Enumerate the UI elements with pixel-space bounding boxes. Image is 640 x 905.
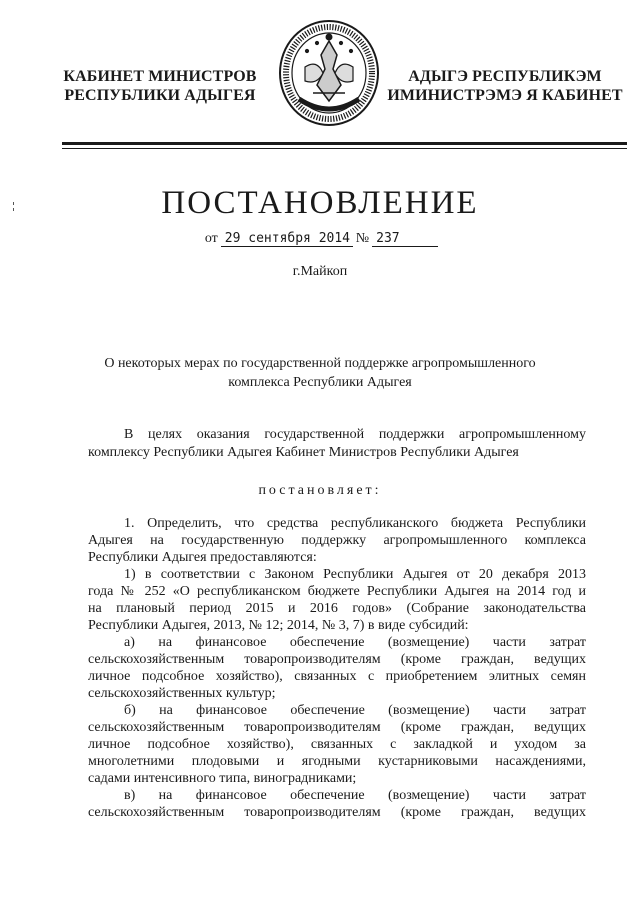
subject-line-2: комплекса Республики Адыгея (228, 375, 412, 390)
body-line-7: Республики Адыгея, 2013, № 12; 2014, № 3, 7) в виде субсидий: (88, 618, 469, 633)
body-line-9: сельскохозяйственным товаропроизводителям (кроме граждан, ведущих (88, 652, 586, 667)
body-line-14: личное подсобное хозяйство), связанных с закладкой и уходом за (88, 737, 586, 752)
preamble-line-2: комплексу Республики Адыгея Кабинет Министров Республики Адыгея (88, 445, 519, 460)
body-line-18: сельскохозяйственным товаропроизводителям (кроме граждан, ведущих (88, 805, 586, 820)
header-left-line-1: КАБИНЕТ МИНИСТРОВ (63, 68, 257, 85)
header-right-ady (380, 67, 630, 105)
date-number-line (0, 229, 640, 249)
header-rule-thin (62, 148, 627, 149)
resolves-heading: постановляет: (258, 483, 382, 498)
document-title: ПОСТАНОВЛЕНИЕ (161, 185, 479, 221)
subject-line-1: О некоторых мерах по государственной поддержке агропромышленного (104, 356, 536, 371)
header-right-line-2: ИМИНИСТРЭМЭ Я КАБИНЕТ (387, 87, 623, 104)
body-line-3: Республики Адыгея предоставляются: (88, 550, 317, 565)
body-line-13: сельскохозяйственным товаропроизводителям (кроме граждан, ведущих (88, 720, 586, 735)
body-line-12: б) на финансовое обеспечение (возмещение) части затрат (124, 703, 586, 718)
document-date: 29 сентября 2014 (221, 231, 353, 247)
number-prefix: № (355, 231, 370, 246)
body-line-5: года № 252 «О республиканском бюджете Республики Адыгея на 2014 год и (88, 584, 586, 599)
body-line-1: 1. Определить, что средства республиканского бюджета Республики (124, 516, 586, 531)
document-subject (0, 354, 640, 392)
body-line-8: а) на финансовое обеспечение (возмещение) части затрат (124, 635, 586, 650)
body-line-6: на плановый период 2015 и 2016 годов» (Собрание законодательства (88, 601, 586, 616)
date-prefix: от (204, 231, 218, 246)
coat-of-arms-emblem (277, 15, 381, 127)
body-line-17: в) на финансовое обеспечение (возмещение) части затрат (124, 788, 586, 803)
header-right-line-1: АДЫГЭ РЕСПУБЛИКЭМ (408, 68, 602, 85)
document-number: 237 (372, 231, 438, 247)
header-left-line-2: РЕСПУБЛИКИ АДЫГЕЯ (64, 87, 256, 104)
header-rule-thick (62, 142, 627, 145)
preamble-line-1: В целях оказания государственной поддержки агропромышленному (124, 427, 586, 442)
header-left-ru (50, 67, 270, 105)
body-line-16: садами интенсивного типа, виноградниками; (88, 771, 357, 786)
body-line-10: личное подсобное хозяйство), связанных с приобретением элитных семян (88, 669, 586, 684)
body-line-4: 1) в соответствии с Законом Республики Адыгея от 20 декабря 2013 (124, 567, 586, 582)
body-line-11: сельскохозяйственных культур; (88, 686, 276, 701)
document-city: г.Майкоп (292, 264, 348, 279)
body-line-2: Адыгея на государственную поддержку агропромышленного комплекса (88, 533, 586, 548)
body-line-15: многолетними плодовыми и ягодными кустарниковыми насаждениями, (88, 754, 586, 769)
